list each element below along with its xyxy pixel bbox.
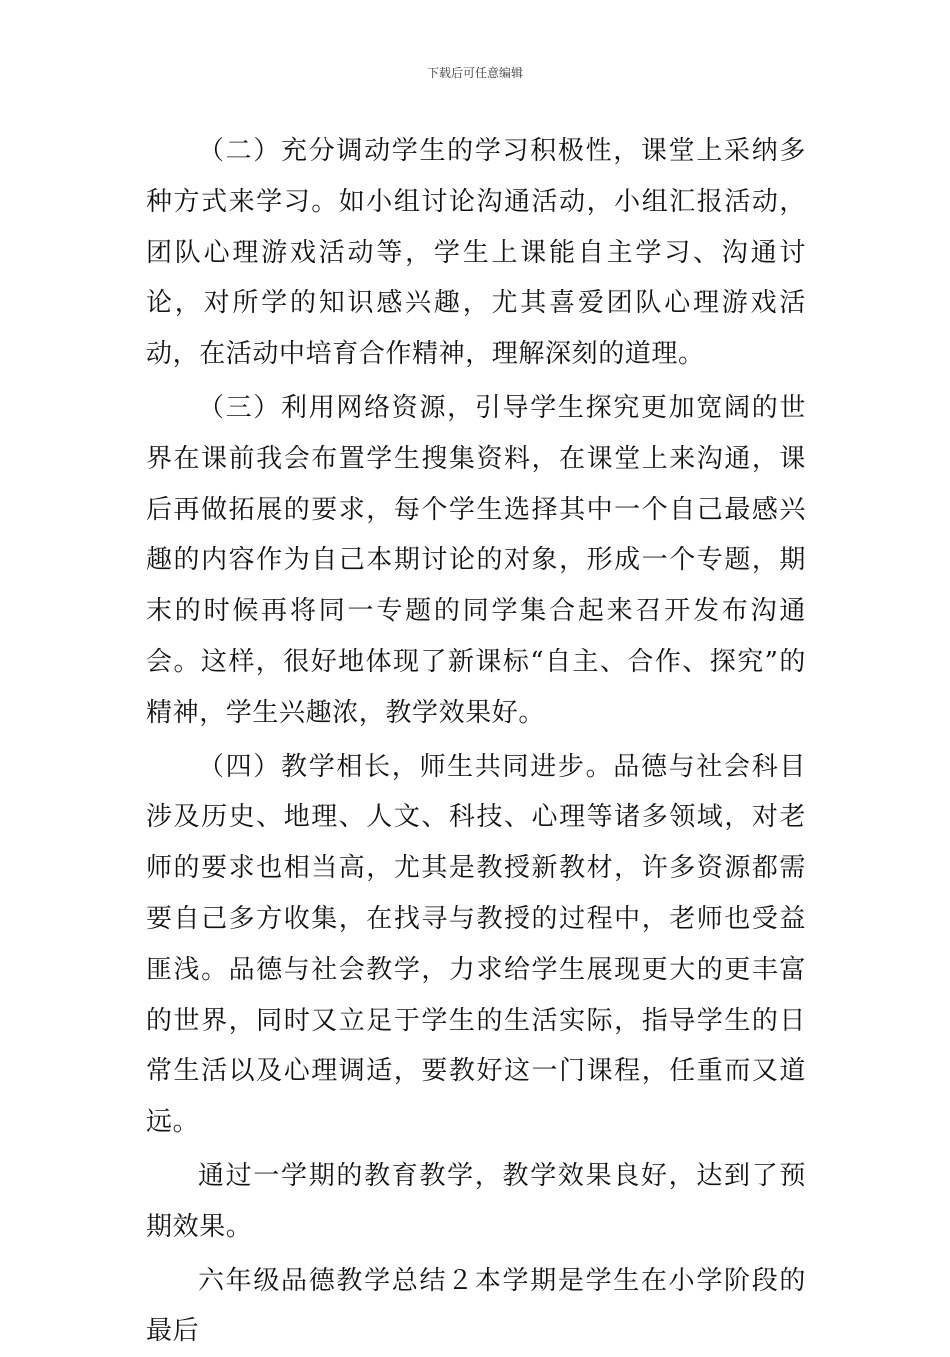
page-header: 下载后可任意编辑 [426,66,523,80]
paragraph-conclusion: 通过一学期的教育教学，教学效果良好，达到了预期效果。 [146,1160,806,1242]
paragraph-online-resources: （三）利用网络资源，引导学生探究更加宽阔的世界在课前我会布置学生搜集资料，在课堂上来沟通，课后再做拓展的要求，每个学生选择其中一个自己最感兴趣的内容作为自己本期讨论的对象，形成一个专题，期末的时候再将同一专题的同学集合起来召开发布沟通会。这样，很好地体现了新课标“自主、合作、探究”的精神，学生兴趣浓，教学效果好。 [146,392,806,728]
paragraph-engagement: （二）充分调动学生的学习积极性，课堂上采纳多种方式来学习。如小组讨论沟通活动，小组汇报活动，团队心理游戏活动等，学生上课能自主学习、沟通讨论，对所学的知识感兴趣，尤其喜爱团队心理游戏活动，在活动中培育合作精神，理解深刻的道理。 [146,136,806,370]
paragraph-next-summary: 六年级品德教学总结２本学期是学生在小学阶段的最后 [146,1265,806,1347]
document-body [146,126,806,1357]
paragraph-teaching-growth: （四）教学相长，师生共同进步。品德与社会科目涉及历史、地理、人文、科技、心理等诸多领域，对老师的要求也相当高，尤其是教授新教材，许多资源都需要自己多方收集，在找寻与教授的过程中，老师也受益匪浅。品德与社会教学，力求给学生展现更大的更丰富的世界，同时又立足于学生的生活实际，指导学生的日常生活以及心理调适，要教好这一门课程，任重而又道远。 [146,751,806,1138]
